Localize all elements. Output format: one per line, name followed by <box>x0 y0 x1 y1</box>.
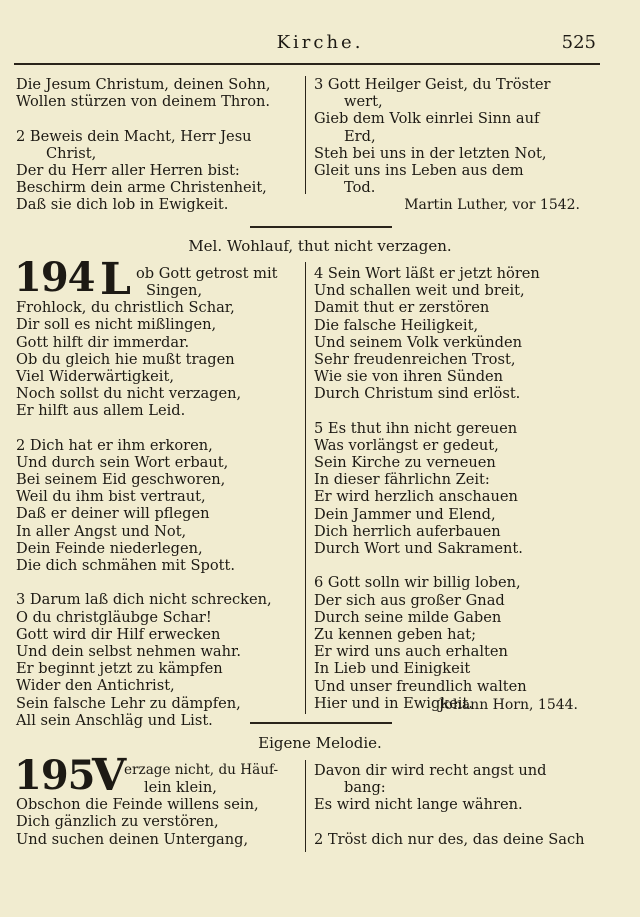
text-line: Obschon die Feinde willens sein, <box>16 796 259 814</box>
text-line: All sein Anschläg und List. <box>16 711 213 729</box>
text-line: Der du Herr aller Herren bist: <box>16 161 240 179</box>
section-divider <box>250 722 392 724</box>
text-line: O du christgläubge Schar! <box>16 608 212 626</box>
text-line: Dich gänzlich zu verstören, <box>16 813 219 831</box>
hymn-195-left-column <box>16 779 259 848</box>
text-line: bang: <box>344 779 386 797</box>
text-line: 6 Gott solln wir billig loben, <box>314 574 521 592</box>
text-line: Christ, <box>46 144 97 162</box>
text-line: Und schallen weit und breit, <box>314 282 525 300</box>
author-attribution: Johann Horn, 1544. <box>438 697 578 713</box>
hymn-first-line <box>136 265 278 282</box>
text-line: Noch sollst du nicht verzagen, <box>16 385 242 403</box>
text-line: Die dich schmähen mit Spott. <box>16 557 236 574</box>
text-line: In Lieb und Einigkeit <box>314 660 471 678</box>
text-line: Er wird herzlich anschauen <box>314 488 518 506</box>
prev-hymn-left-column <box>16 76 271 214</box>
text-line: Was vorlängst er gedeut, <box>314 436 499 454</box>
text-line: Sein falsche Lehr zu dämpfen, <box>16 694 241 712</box>
text-line: erzage nicht, du Häuf- <box>124 762 279 778</box>
text-line: ob Gott getrost mit <box>136 265 278 282</box>
text-line: Gieb dem Volk einrlei Sinn auf <box>314 110 540 128</box>
text-line: Tod. <box>344 179 376 197</box>
text-line: Wie sie von ihren Sünden <box>314 368 504 386</box>
text-line: Er beginnt jetzt zu kämpfen <box>16 660 223 678</box>
hymn-number: 195 <box>14 752 95 799</box>
header-rule <box>14 63 600 65</box>
text-line: 2 Tröst dich nur des, das deine Sach <box>314 830 585 848</box>
text-line: Und dein selbst nehmen wahr. <box>16 642 242 660</box>
text-line: Dir soll es nicht mißlingen, <box>16 316 217 334</box>
text-line: Und durch sein Wort erbaut, <box>16 453 229 471</box>
text-line: Es wird nicht lange währen. <box>314 796 523 814</box>
text-line: Durch seine milde Gaben <box>314 608 502 626</box>
text-line: Sehr freudenreichen Trost, <box>314 350 516 368</box>
text-line: Gleit uns ins Leben aus dem <box>314 161 524 179</box>
text-line: Weil du ihm bist vertraut, <box>16 488 206 506</box>
text-line: 4 Sein Wort läßt er jetzt hören <box>314 265 540 282</box>
text-line: Damit thut er zerstören <box>314 299 490 317</box>
text-line: Und suchen deinen Untergang, <box>16 830 249 848</box>
text-line: wert, <box>344 93 383 111</box>
text-line: Gott hilft dir immerdar. <box>16 333 190 351</box>
text-line: Er wird uns auch erhalten <box>314 643 508 661</box>
text-line: Hier und in Ewigkeit. <box>314 694 473 712</box>
text-line: Erd, <box>344 127 376 145</box>
text-line: 2 Dich hat er ihm erkoren, <box>16 436 213 454</box>
author-attribution: Martin Luther, vor 1542. <box>404 197 580 213</box>
column-divider <box>305 262 306 714</box>
text-line: Sein Kirche zu verneuen <box>314 454 496 472</box>
hymn-194-left-column <box>16 282 272 729</box>
column-divider <box>305 760 306 852</box>
text-line: Die falsche Heiligkeit, <box>314 316 479 334</box>
text-line: Er hilft aus allem Leid. <box>16 402 186 420</box>
text-line: Bei seinem Eid geschworen, <box>16 471 226 489</box>
text-line: Dich herrlich auferbauen <box>314 522 501 540</box>
text-line: In aller Angst und Not, <box>16 522 187 540</box>
hymn-195-right-column <box>314 762 585 848</box>
text-line: 2 Beweis dein Macht, Herr Jesu <box>16 127 252 145</box>
text-line: Viel Widerwärtigkeit, <box>16 367 174 385</box>
prev-hymn-right-column <box>314 76 550 196</box>
hymn-first-line <box>124 762 278 779</box>
text-line: Beschirm dein arme Christenheit, <box>16 179 267 197</box>
text-line: 3 Darum laß dich nicht schrecken, <box>16 591 272 609</box>
column-divider <box>305 76 306 194</box>
text-line: Und seinem Volk verkünden <box>314 333 522 351</box>
section-divider <box>250 226 392 228</box>
text-line: Ob du gleich hie mußt tragen <box>16 350 235 368</box>
text-line: Steh bei uns in der letzten Not, <box>314 144 547 162</box>
text-line: 3 Gott Heilger Geist, du Tröster <box>314 76 551 93</box>
melody-heading: Eigene Melodie. <box>258 734 382 752</box>
text-line: Dein Jammer und Elend, <box>314 505 496 523</box>
text-line: Daß er deiner will pflegen <box>16 505 210 523</box>
text-line: Und unser freundlich walten <box>314 677 527 695</box>
text-line: Der sich aus großer Gnad <box>314 591 505 609</box>
hymn-number: 194 <box>14 254 95 301</box>
text-line: Daß sie dich lob in Ewigkeit. <box>16 196 229 214</box>
text-line: Wider den Antichrist, <box>16 677 175 695</box>
text-line: Davon dir wird recht angst und <box>314 762 547 779</box>
text-line: Durch Wort und Sakrament. <box>314 540 523 557</box>
text-line: Durch Christum sind erlöst. <box>314 385 521 403</box>
text-line: Singen, <box>146 282 203 299</box>
text-line: Zu kennen geben hat; <box>314 625 477 643</box>
text-line: In dieser fährlichn Zeit: <box>314 471 490 489</box>
text-line: Frohlock, du christlich Schar, <box>16 299 235 317</box>
drop-cap: L <box>100 254 131 305</box>
text-line: 5 Es thut ihn nicht gereuen <box>314 419 518 437</box>
melody-heading: Mel. Wohlauf, thut nicht verzagen. <box>188 237 452 255</box>
drop-cap: V <box>92 750 127 801</box>
running-header-title: Kirche. <box>276 32 364 53</box>
text-line: Wollen stürzen von deinem Thron. <box>16 93 271 111</box>
text-line: Die Jesum Christum, deinen Sohn, <box>16 76 271 93</box>
text-line: lein klein, <box>144 779 217 796</box>
text-line: Dein Feinde niederlegen, <box>16 539 203 557</box>
text-line: Gott wird dir Hilf erwecken <box>16 625 221 643</box>
hymn-194-right-column <box>314 265 540 712</box>
page-number: 525 <box>561 32 596 53</box>
